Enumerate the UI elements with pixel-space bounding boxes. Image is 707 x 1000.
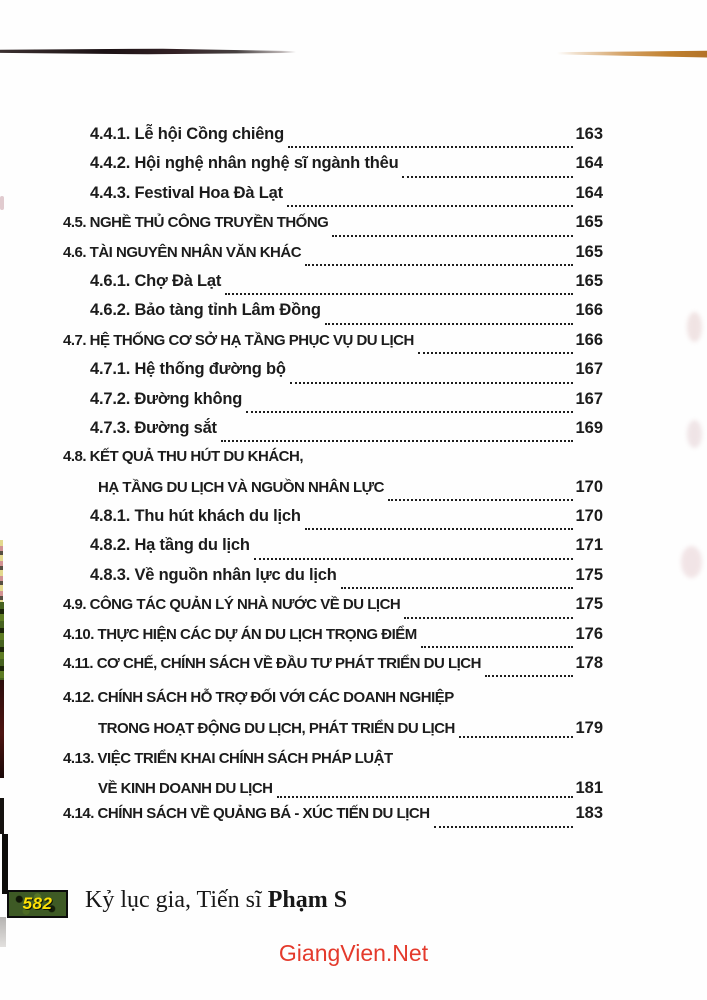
toc-entry-label: 4.6.2. Bảo tàng tỉnh Lâm Đồng: [90, 301, 321, 320]
toc-page-number: 176: [575, 624, 603, 643]
toc-entry-row: [0, 213, 707, 242]
footer-title-author: Phạm S: [267, 887, 348, 913]
watermark-text: GiangVien.Net: [278, 940, 429, 966]
dot-leader: [332, 235, 573, 237]
toc-page-number: 163: [575, 125, 603, 143]
toc-entry-label: VỀ KINH DOANH DU LỊCH: [98, 780, 273, 798]
toc-entry-row: [0, 536, 707, 565]
toc-page-number: 169: [575, 418, 603, 437]
toc-entry-row: [0, 507, 707, 536]
scan-edge-mark: [2, 834, 8, 894]
dot-leader: [402, 176, 573, 178]
toc-entry-row: [0, 419, 707, 448]
dot-leader: [388, 499, 574, 501]
dot-leader: [290, 382, 574, 384]
toc-entry-continuation-row: [0, 779, 707, 804]
dot-leader: [225, 293, 573, 295]
dot-leader: [341, 587, 574, 589]
toc-entry-label: 4.8.2. Hạ tầng du lịch: [90, 536, 250, 555]
toc-page-number: 175: [575, 565, 603, 584]
toc-entry-label: TRONG HOẠT ĐỘNG DU LỊCH, PHÁT TRIỂN DU LỊCH: [98, 719, 455, 737]
dot-leader: [277, 796, 574, 798]
toc-entry-label: 4.8.3. Về nguồn nhân lực du lịch: [90, 565, 337, 584]
toc-page-number: 164: [575, 183, 603, 202]
toc-entry-row: [0, 301, 707, 330]
toc-entry-row: [0, 689, 707, 718]
toc-page-number: 167: [575, 360, 603, 379]
dot-leader: [325, 323, 574, 325]
toc-entry-continuation-row: [0, 719, 707, 744]
toc-entry-label: 4.10. THỰC HIỆN CÁC DỰ ÁN DU LỊCH TRỌNG ĐIỂM: [63, 625, 417, 643]
toc-entry-label: 4.6.1. Chợ Đà Lạt: [90, 271, 222, 290]
toc-entry-label: 4.13. VIỆC TRIỂN KHAI CHÍNH SÁCH PHÁP LUẬT: [63, 749, 393, 767]
toc-entry-row: [0, 804, 707, 833]
toc-entry-row: [0, 750, 707, 779]
toc-entry-row: [0, 625, 707, 654]
dot-leader: [305, 264, 573, 266]
toc-entry-row: [0, 390, 707, 419]
toc-page-number: 167: [575, 389, 603, 408]
toc-page-number: 170: [575, 477, 603, 496]
toc-entry-row: [0, 184, 707, 213]
toc-page-number: 166: [575, 330, 603, 349]
scan-streak-top-right: [557, 49, 707, 58]
toc-entry-row: [0, 448, 707, 477]
dot-leader: [459, 736, 574, 738]
toc-entry-label: 4.4.3. Festival Hoa Đà Lạt: [90, 183, 283, 202]
toc-entry-row: [0, 566, 707, 595]
toc-page-number: 178: [575, 654, 603, 673]
toc-page-number: 165: [575, 271, 603, 290]
dot-leader: [404, 617, 573, 619]
toc-entry-row: [0, 654, 707, 683]
toc-page-number: 164: [575, 154, 603, 173]
toc-entry-continuation-row: [0, 478, 707, 507]
dot-leader: [221, 440, 574, 442]
toc-entry-row: [0, 595, 707, 624]
toc-page-number: 171: [575, 536, 603, 555]
toc-entry-row: [0, 331, 707, 360]
dot-leader: [246, 411, 573, 413]
toc-entry-label: 4.4.2. Hội nghệ nhân nghệ sĩ ngành thêu: [90, 154, 399, 173]
toc-entry-row: [0, 360, 707, 389]
footer-title-regular: Kỷ lục gia, Tiến sĩ: [85, 887, 268, 913]
toc-page-number: 166: [575, 301, 603, 320]
dot-leader: [254, 558, 574, 560]
toc-entry-label: 4.11. CƠ CHẾ, CHÍNH SÁCH VỀ ĐẦU TƯ PHÁT TRIỂN DU LỊCH: [63, 655, 481, 673]
dot-leader: [434, 826, 574, 828]
toc-page-number: 170: [575, 507, 603, 526]
dot-leader: [287, 205, 574, 207]
toc-entry-label: 4.7.1. Hệ thống đường bộ: [90, 360, 286, 379]
toc-page-number: 179: [575, 718, 603, 737]
page-number-badge: [7, 890, 68, 918]
dot-leader: [305, 528, 574, 530]
toc-page-number: 183: [575, 804, 603, 823]
toc-entry-label: 4.7. HỆ THỐNG CƠ SỞ HẠ TẦNG PHỤC VỤ DU LỊCH: [63, 331, 414, 349]
dot-leader: [288, 146, 574, 148]
page-number-badge-value: 582: [22, 894, 53, 913]
toc-entry-label: 4.6. TÀI NGUYÊN NHÂN VĂN KHÁC: [63, 243, 302, 261]
toc-entry-label: 4.4.1. Lễ hội Cồng chiêng: [90, 125, 284, 143]
toc-entry-row: [0, 243, 707, 272]
toc-entry-label: 4.7.2. Đường không: [90, 389, 243, 408]
toc-entry-row: [0, 272, 707, 301]
toc-entry-label: HẠ TẦNG DU LỊCH VÀ NGUỒN NHÂN LỰC: [98, 478, 384, 496]
dot-leader: [485, 675, 574, 677]
toc-entry-label: 4.8.1. Thu hút khách du lịch: [90, 507, 301, 526]
book-footer-title: [85, 887, 347, 914]
toc-entry-label: 4.12. CHÍNH SÁCH HỖ TRỢ ĐỐI VỚI CÁC DOANH NGHIỆP: [63, 689, 454, 707]
scan-streak-top-left: [0, 48, 296, 55]
toc-entry-row: [0, 154, 707, 183]
toc-page-number: 175: [575, 595, 603, 614]
table-of-contents: [0, 125, 707, 834]
toc-page-number: 165: [575, 213, 603, 232]
toc-entry-label: 4.14. CHÍNH SÁCH VỀ QUẢNG BÁ - XÚC TIẾN DU LỊCH: [63, 805, 430, 823]
toc-page-number: 165: [575, 242, 603, 261]
toc-entry-row: [0, 125, 707, 154]
toc-entry-label: 4.8. KẾT QUẢ THU HÚT DU KHÁCH,: [63, 448, 304, 466]
toc-entry-label: 4.9. CÔNG TÁC QUẢN LÝ NHÀ NƯỚC VỀ DU LỊCH: [63, 596, 401, 614]
toc-entry-label: 4.5. NGHỀ THỦ CÔNG TRUYỀN THỐNG: [63, 214, 329, 232]
dot-leader: [421, 646, 574, 648]
toc-page-number: 181: [575, 779, 603, 798]
toc-entry-label: 4.7.3. Đường sắt: [90, 418, 217, 437]
dot-leader: [418, 352, 574, 354]
